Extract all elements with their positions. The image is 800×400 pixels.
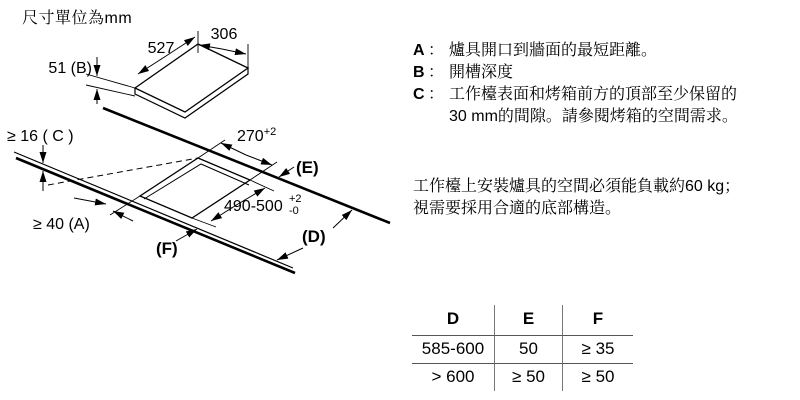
legend-text-A: 爐具開口到牆面的最短距離。 — [449, 42, 658, 59]
table-cell-d1: 585-600 — [412, 336, 495, 364]
load-note-line-1: 工作檯上安裝爐具的空間必須能負載約60 kg； — [413, 178, 741, 195]
dim-306-shaft-right — [222, 49, 246, 54]
dimensions-table — [412, 305, 633, 391]
table-cell-f1: ≥ 35 — [563, 336, 633, 364]
legend-item-C — [413, 84, 789, 128]
table-header-D: D — [412, 305, 495, 336]
dim-270-label: $270^{+2}$ — [237, 126, 277, 145]
legend-key-C: C — [413, 86, 425, 103]
legend-key-B: B — [413, 64, 425, 81]
legend-colon: ： — [428, 64, 445, 81]
dim-A-arrow-right — [74, 198, 106, 204]
load-note — [413, 176, 793, 220]
hob-surface-extension-line — [86, 74, 135, 88]
dim-A-arrow-left — [113, 211, 133, 221]
table-header-F: F — [563, 305, 633, 336]
dim-490-500-label: 490-500 +2 -0 — [224, 193, 302, 217]
label-D: (D) — [302, 227, 326, 246]
table-cell-e2: ≥ 50 — [495, 364, 563, 391]
dim-51B-label: 51 (B) — [48, 60, 92, 77]
units-title: 尺寸單位為mm — [22, 10, 133, 27]
legend-text-B: 開槽深度 — [449, 64, 514, 81]
legend-colon: ： — [428, 42, 445, 59]
label-D-leader-arrow-up — [333, 210, 352, 228]
label-F-leader-arrow — [176, 229, 197, 241]
table-cell-d2: > 600 — [412, 364, 495, 391]
dim-270-shaft-right — [246, 155, 272, 165]
label-D-leader-arrow-down — [277, 248, 303, 260]
load-note-line-2: 視需要採用合適的底部構造。 — [413, 200, 622, 217]
label-E-leader-arrow — [279, 167, 294, 177]
legend-key-A: A — [413, 42, 425, 59]
dim-306-label: 306 — [210, 26, 238, 43]
dim-C-label: ≥ 16 ( C ) — [7, 128, 74, 145]
table-header-E: E — [495, 305, 563, 336]
label-F: (F) — [156, 239, 178, 258]
legend-item-A — [413, 40, 789, 62]
legend — [413, 40, 789, 128]
legend-colon: ： — [428, 86, 445, 103]
label-E: (E) — [296, 158, 319, 177]
installation-diagram — [0, 0, 410, 300]
table-cell-f2: ≥ 50 — [581, 367, 615, 386]
table-cell-e1: 50 — [495, 336, 563, 364]
dim-527-label: 527 — [147, 40, 175, 57]
dim-490-extension-lower — [192, 218, 216, 227]
legend-item-B — [413, 62, 789, 84]
legend-text-C: 工作檯表面和烤箱前方的頂部至少保留的 30 mm的間隙。請參閱烤箱的空間需求。 — [449, 86, 738, 125]
dim-A-label: ≥ 40 (A) — [33, 216, 90, 233]
hob-bottom-extension-line — [86, 85, 135, 96]
